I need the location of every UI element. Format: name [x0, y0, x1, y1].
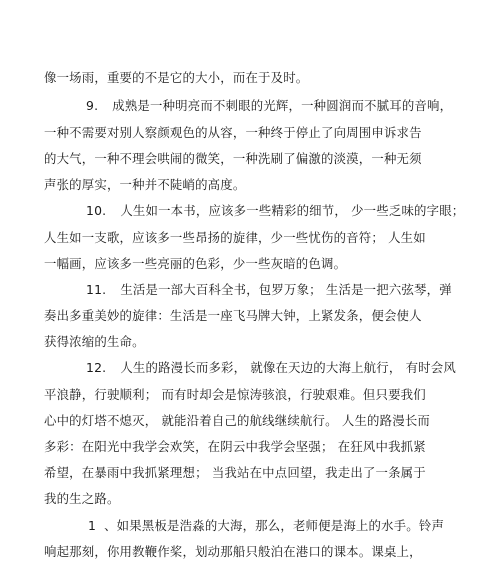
paragraph-10-first-line [86, 203, 464, 219]
line-text: 一幅画，应该多一些亮丽的色彩，少一些灰暗的色调。 [44, 256, 347, 271]
line-text: 奏出多重美妙的旋律：生活是一座飞马牌大钟，上紧发条，便会使人 [44, 308, 422, 323]
line-text: 多彩：在阳光中我学会欢笑，在阴云中我学会坚强； 在狂风中我抓紧 [44, 439, 426, 454]
text-line [44, 491, 120, 507]
line-text: 平浪静，行驶顺利； 而有时却会是惊涛骇浪，行驶艰难。但只要我们 [44, 387, 426, 402]
line-text: 人生如一支歌，应该多一些昂扬的旋律，少一些忧伤的音符； 人生如 [44, 230, 426, 245]
line-text: 心中的灯塔不熄灭， 就能沿着自己的航线继续航行。 人生的路漫长而 [44, 413, 430, 428]
text-line [44, 413, 430, 429]
line-text: 一种不需要对别人察颜观色的从容，一种终于停止了向周围申诉求告 [44, 125, 422, 140]
line-text: 的大气，一种不理会哄闹的微笑，一种洗刷了偏激的淡漠，一种无须 [44, 151, 422, 166]
line-text: 响起那刻，你用教鞭作桨，划动那船只般泊在港口的课本。课桌上， [44, 544, 422, 559]
text-line [44, 230, 426, 246]
line-text: 人生的路漫长而多彩， 就像在天边的大海上航行， 有时会风 [120, 360, 456, 375]
text-line [44, 177, 245, 193]
paragraph-9-first-line [86, 98, 452, 114]
text-line [44, 125, 422, 141]
line-text: 生活是一部大百科全书，包罗万象； 生活是一把六弦琴，弹 [120, 282, 452, 297]
paragraph-1-first-line [88, 518, 444, 534]
text-line [44, 544, 422, 560]
item-number: 12. [86, 360, 107, 375]
item-number: 1 [88, 518, 97, 533]
item-number: 11. [86, 282, 107, 297]
item-number: 9. [86, 98, 99, 113]
line-text: 像一场雨，重要的不是它的大小，而在于及时。 [44, 70, 309, 85]
text-line [44, 439, 426, 455]
line-text: 获得浓缩的生命。 [44, 334, 145, 349]
line-text: 希望，在暴雨中我抓紧理想； 当我站在中点回望，我走出了一条属于 [44, 465, 426, 480]
text-line [44, 387, 426, 403]
text-line [44, 308, 422, 324]
text-line [44, 334, 145, 350]
text-line [44, 70, 308, 86]
line-text: 声张的厚实，一种并不陡峭的高度。 [44, 177, 246, 192]
line-text: 成熟是一种明亮而不刺眼的光辉，一种圆润而不腻耳的音响， [112, 98, 453, 113]
line-text: 人生如一本书，应该多一些精彩的细节， 少一些乏味的字眼； [120, 203, 465, 218]
text-line [44, 465, 426, 481]
line-text: 、如果黑板是浩淼的大海，那么，老师便是海上的水手。铃声 [104, 518, 445, 533]
text-line [44, 256, 346, 272]
item-number: 10. [86, 203, 107, 218]
line-text: 我的生之路。 [44, 491, 120, 506]
text-line [44, 151, 422, 167]
paragraph-12-first-line [86, 360, 456, 376]
paragraph-11-first-line [86, 282, 452, 298]
